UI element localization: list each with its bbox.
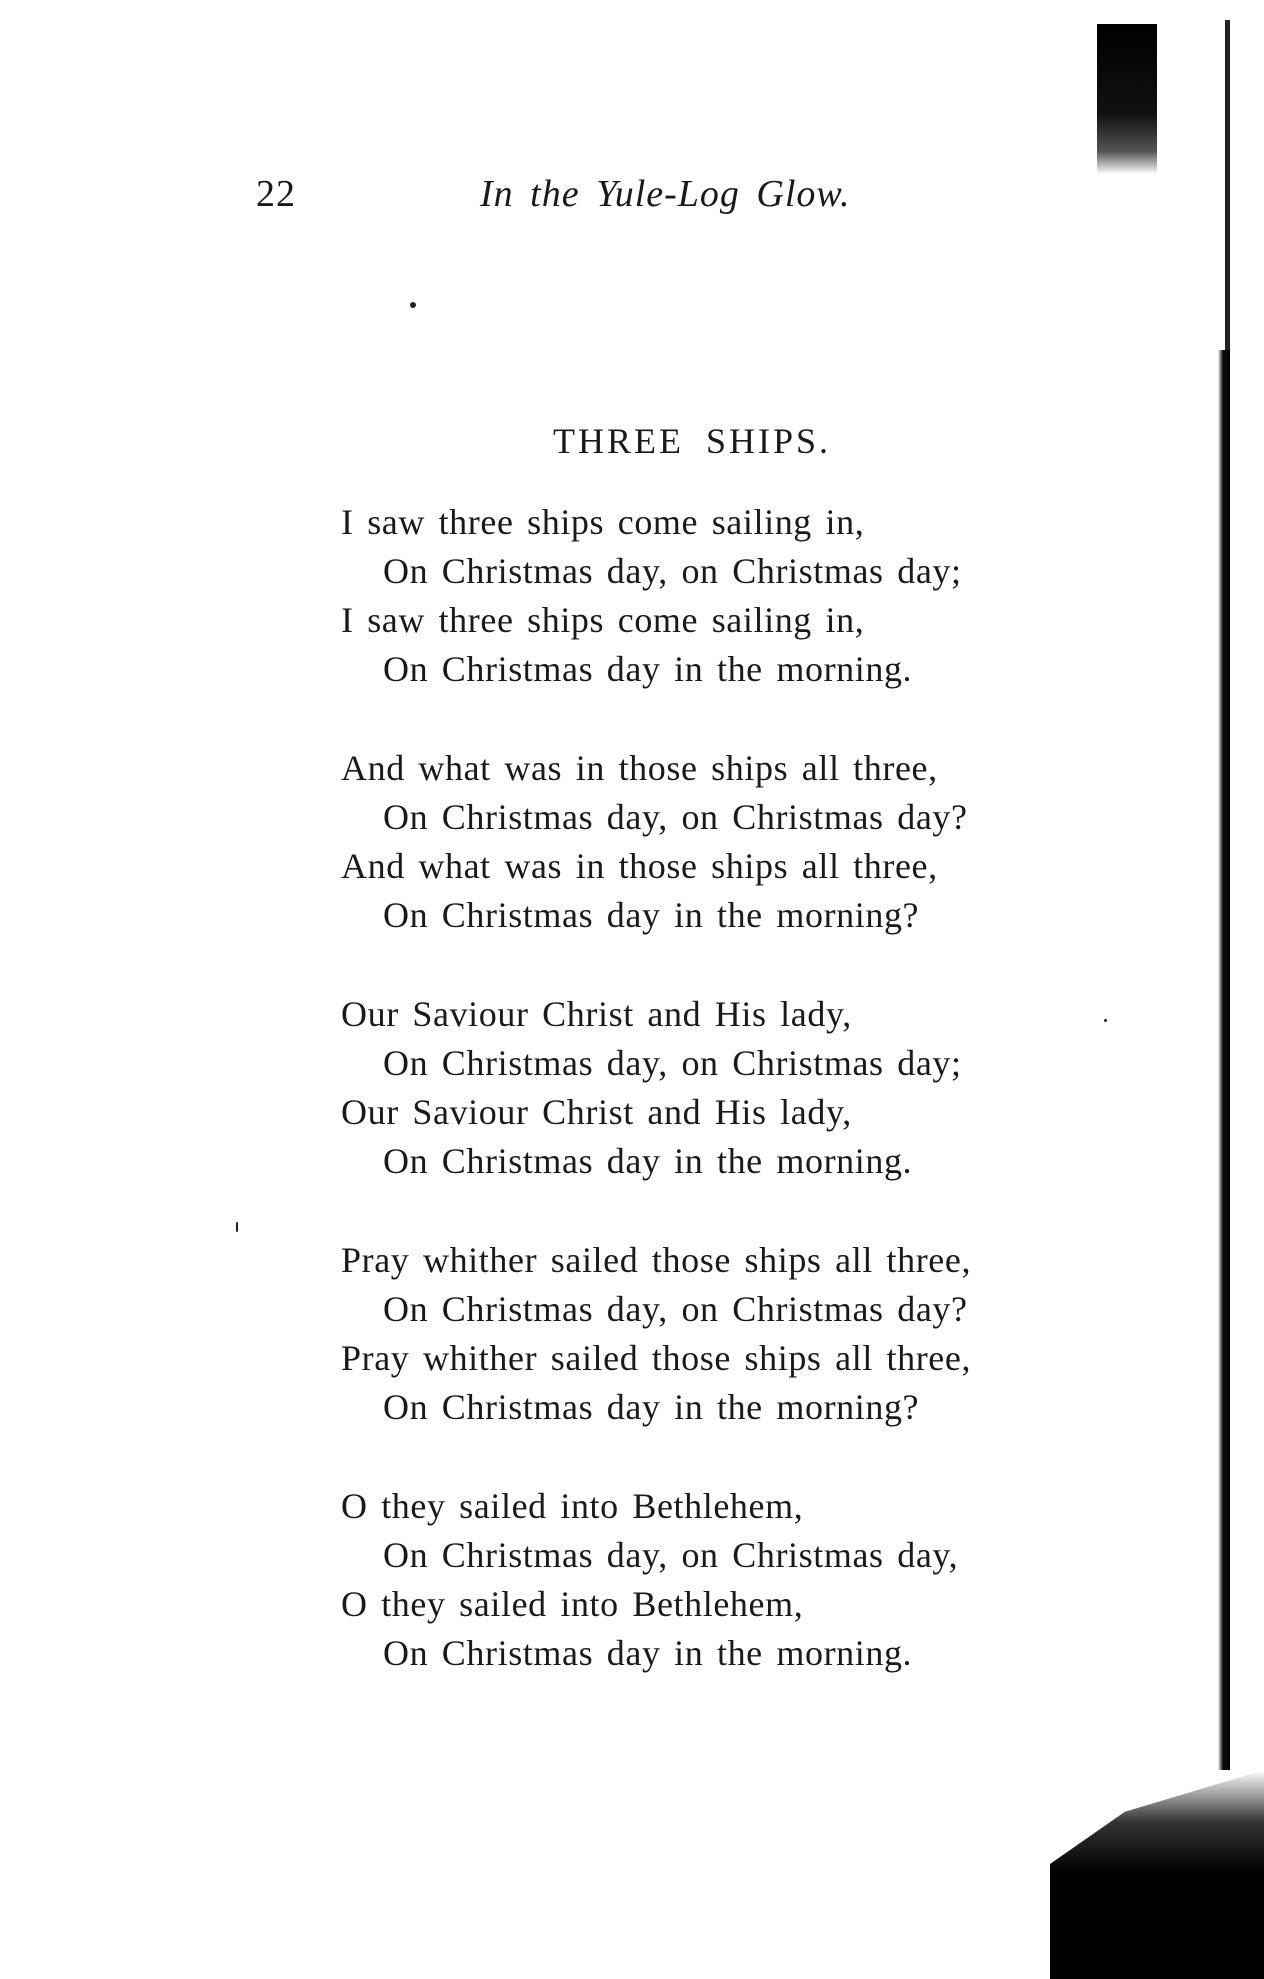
verse-line: Our Saviour Christ and His lady, bbox=[341, 1092, 852, 1132]
running-header bbox=[256, 172, 956, 222]
verse-line: On Christmas day, on Christmas day, bbox=[383, 1535, 959, 1575]
verse-line: Pray whither sailed those ships all three, bbox=[341, 1240, 972, 1280]
stanza bbox=[341, 1482, 1141, 1678]
verse-line: And what was in those ships all three, bbox=[341, 748, 938, 788]
verse-line: On Christmas day in the morning. bbox=[383, 1141, 913, 1181]
verse-line: On Christmas day, on Christmas day? bbox=[383, 797, 968, 837]
scan-edge-shadow-bottom bbox=[1050, 1770, 1264, 1979]
verse-line: O they sailed into Bethlehem, bbox=[341, 1486, 804, 1526]
verse-line: On Christmas day, on Christmas day? bbox=[383, 1289, 968, 1329]
verse-line: On Christmas day in the morning? bbox=[383, 1387, 920, 1427]
verse-line: On Christmas day in the morning. bbox=[383, 649, 913, 689]
stanza bbox=[341, 990, 1141, 1186]
stanza bbox=[341, 498, 1141, 694]
verse-line: On Christmas day in the morning. bbox=[383, 1633, 913, 1673]
stanza bbox=[341, 744, 1141, 940]
scan-edge-shadow-top bbox=[1097, 24, 1157, 174]
verse-line: On Christmas day, on Christmas day; bbox=[383, 551, 962, 591]
poem-title: THREE SHIPS. bbox=[552, 421, 832, 461]
stanza bbox=[341, 1236, 1141, 1432]
scan-speck bbox=[410, 302, 416, 308]
scan-edge-line bbox=[1225, 20, 1230, 350]
verse-line: I saw three ships come sailing in, bbox=[341, 502, 865, 542]
running-title: In the Yule-Log Glow. bbox=[480, 173, 851, 215]
poem-body bbox=[341, 498, 1141, 1728]
verse-line: Pray whither sailed those ships all three, bbox=[341, 1338, 972, 1378]
page-number: 22 bbox=[256, 173, 296, 215]
verse-line: Our Saviour Christ and His lady, bbox=[341, 994, 852, 1034]
scan-speck bbox=[236, 1222, 238, 1232]
verse-line: I saw three ships come sailing in, bbox=[341, 600, 865, 640]
scan-edge-strip bbox=[1218, 350, 1230, 1770]
verse-line: And what was in those ships all three, bbox=[341, 846, 938, 886]
verse-line: O they sailed into Bethlehem, bbox=[341, 1584, 804, 1624]
verse-line: On Christmas day, on Christmas day; bbox=[383, 1043, 962, 1083]
verse-line: On Christmas day in the morning? bbox=[383, 895, 920, 935]
